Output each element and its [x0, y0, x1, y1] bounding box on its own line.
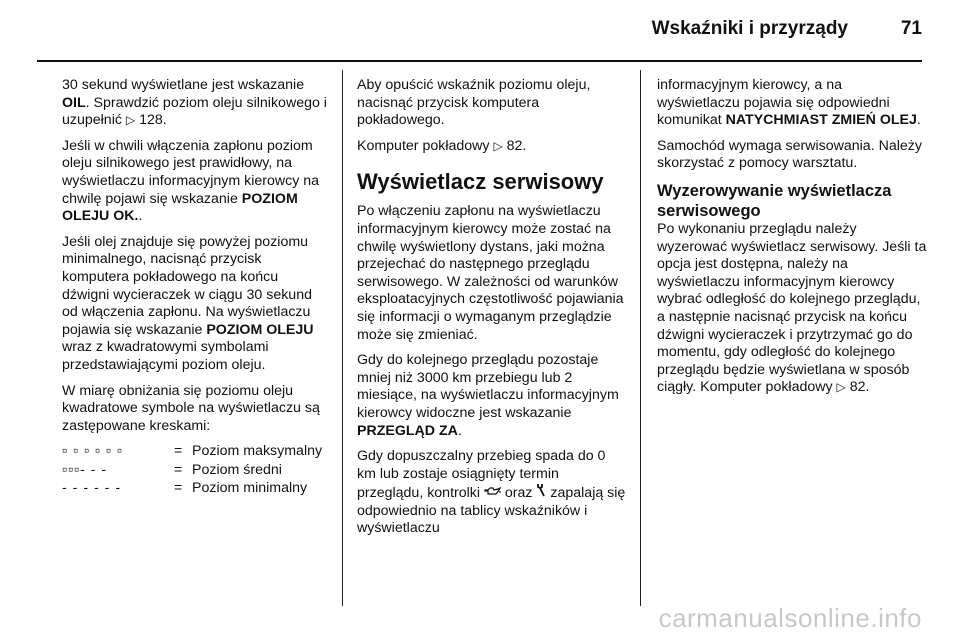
legend-symbol: - - - - - - [62, 480, 122, 497]
page-reference-link[interactable]: 82. [506, 137, 527, 154]
page-reference-arrow-icon: ▷ [125, 113, 136, 128]
paragraph: 30 sekund wyświetlane jest wskazanie OIL. Sprawdzić poziom oleju silnikowego i uzupełnić ▷ 128. [62, 77, 327, 129]
service-wrench-icon [536, 483, 546, 503]
oil-indicator-text: OIL [62, 94, 86, 111]
legend-row: - - - - - - = Poziom minimalny [62, 480, 328, 499]
legend-symbol: ▫ ▫ ▫ ▫ ▫ ▫ [62, 443, 123, 460]
page-number: 71 [900, 18, 922, 39]
page-title: Wskaźniki i przyrządy [651, 18, 848, 39]
change-oil-message: NATYCHMIAST ZMIEŃ OLEJ [725, 112, 917, 129]
page-header [0, 0, 960, 60]
legend-symbol: ▫▫▫- - - [62, 461, 108, 478]
oil-ok-message: POZIOM OLEJU OK. [62, 190, 298, 225]
page-reference-link[interactable]: 82. [849, 379, 870, 396]
paragraph: Gdy do kolejnego przeglądu pozostaje mniej niż 3000 km przebiegu lub 2 miesiące, na wyświetlaczu informacyjnym kierowcy widoczne jest wskazanie PRZEGLĄD ZA. [357, 352, 619, 439]
paragraph: W miarę obniżania się poziomu oleju kwadratowe symbole na wyświetlaczu są zastępowane kreskami: [62, 382, 320, 434]
legend-row: ▫ ▫ ▫ ▫ ▫ ▫ = Poziom maksymalny [62, 443, 328, 462]
legend-row: ▫▫▫- - - = Poziom średni [62, 462, 328, 481]
column-1 [62, 77, 328, 499]
legend-meaning: Poziom średni [192, 461, 282, 478]
paragraph: Aby opuścić wskaźnik poziomu oleju, nacisnąć przycisk komputera pokładowego. [357, 77, 591, 129]
legend-meaning: Poziom maksymalny [192, 443, 323, 460]
paragraph: Jeśli olej znajduje się powyżej poziomu minimalnego, nacisnąć przycisk komputera pokładowego na końcu dźwigni wycieraczek w ciągu 30 sekund od włączenia zapłonu. Na wyświetlaczu pojawia się wskazanie POZIOM OLEJU wraz z kwadratowymi symbolami przedstawiającymi poziom oleju. [62, 233, 314, 373]
watermark: carmanualsonline.info [658, 603, 922, 633]
paragraph: Samochód wymaga serwisowania. Należy skorzystać z pomocy warsztatu. [657, 137, 922, 172]
page-reference-link[interactable]: 128. [139, 112, 167, 129]
service-due-message: PRZEGLĄD ZA [357, 422, 458, 439]
paragraph: Jeśli w chwili włączenia zapłonu poziom oleju silnikowego jest prawidłowy, na wyświetlaczu informacyjnym kierowcy na chwilę pojawi się wskazanie POZIOM OLEJU OK.. [62, 137, 320, 225]
paragraph: Po włączeniu zapłonu na wyświetlaczu informacyjnym kierowcy może zostać na chwilę wyświetlony dystans, jaki można przejechać do następnego przeglądu serwisowego. W zależności od warunków eksploatacyjnych częstotliwość pojawiania się informacji o wymaganym przeglądzie może się zmieniać. [357, 203, 624, 343]
paragraph: Po wykonaniu przeglądu należy wyzerować wyświetlacz serwisowy. Jeśli ta opcja jest dostępna, należy na wyświetlaczu informacyjnym kierowcy wybrać odległość do kolejnego przeglądu, a następnie nacisnąć przycisk na końcu dźwigni wycieraczek i przytrzymać go do momentu, gdy odległość do kolejnego przeglądu będzie wyświetlana w sposób ciągły. Komputer pokładowy ▷ 82. [657, 220, 927, 396]
column-divider-1 [342, 70, 343, 606]
oil-level-message: POZIOM OLEJU [206, 321, 314, 338]
oil-level-legend [62, 443, 328, 499]
page-reference-arrow-icon: ▷ [836, 380, 846, 395]
column-2 [357, 77, 627, 546]
paragraph: Komputer pokładowy ▷ 82. [357, 137, 527, 154]
header-divider [37, 60, 922, 62]
section-heading: Wyświetlacz serwisowy [357, 169, 604, 195]
column-3 [657, 77, 927, 405]
legend-meaning: Poziom minimalny [192, 480, 308, 497]
page-reference-arrow-icon: ▷ [493, 138, 503, 153]
paragraph: informacyjnym kierowcy, a na wyświetlaczu pojawia się odpowiedni komunikat NATYCHMIAST ZMIEŃ OLEJ. [657, 77, 921, 129]
paragraph: Gdy dopuszczalny przebieg spada do 0 km lub zostaje osiągnięty termin przeglądu, kontrolki oraz zapalają się odpowiednio na tablicy wskaźników i wyświetlaczu [357, 448, 626, 537]
column-divider-2 [640, 70, 641, 606]
subsection-heading: Wyzerowywanie wyświetlacza serwisowego [657, 181, 892, 220]
oil-can-icon [484, 485, 501, 503]
